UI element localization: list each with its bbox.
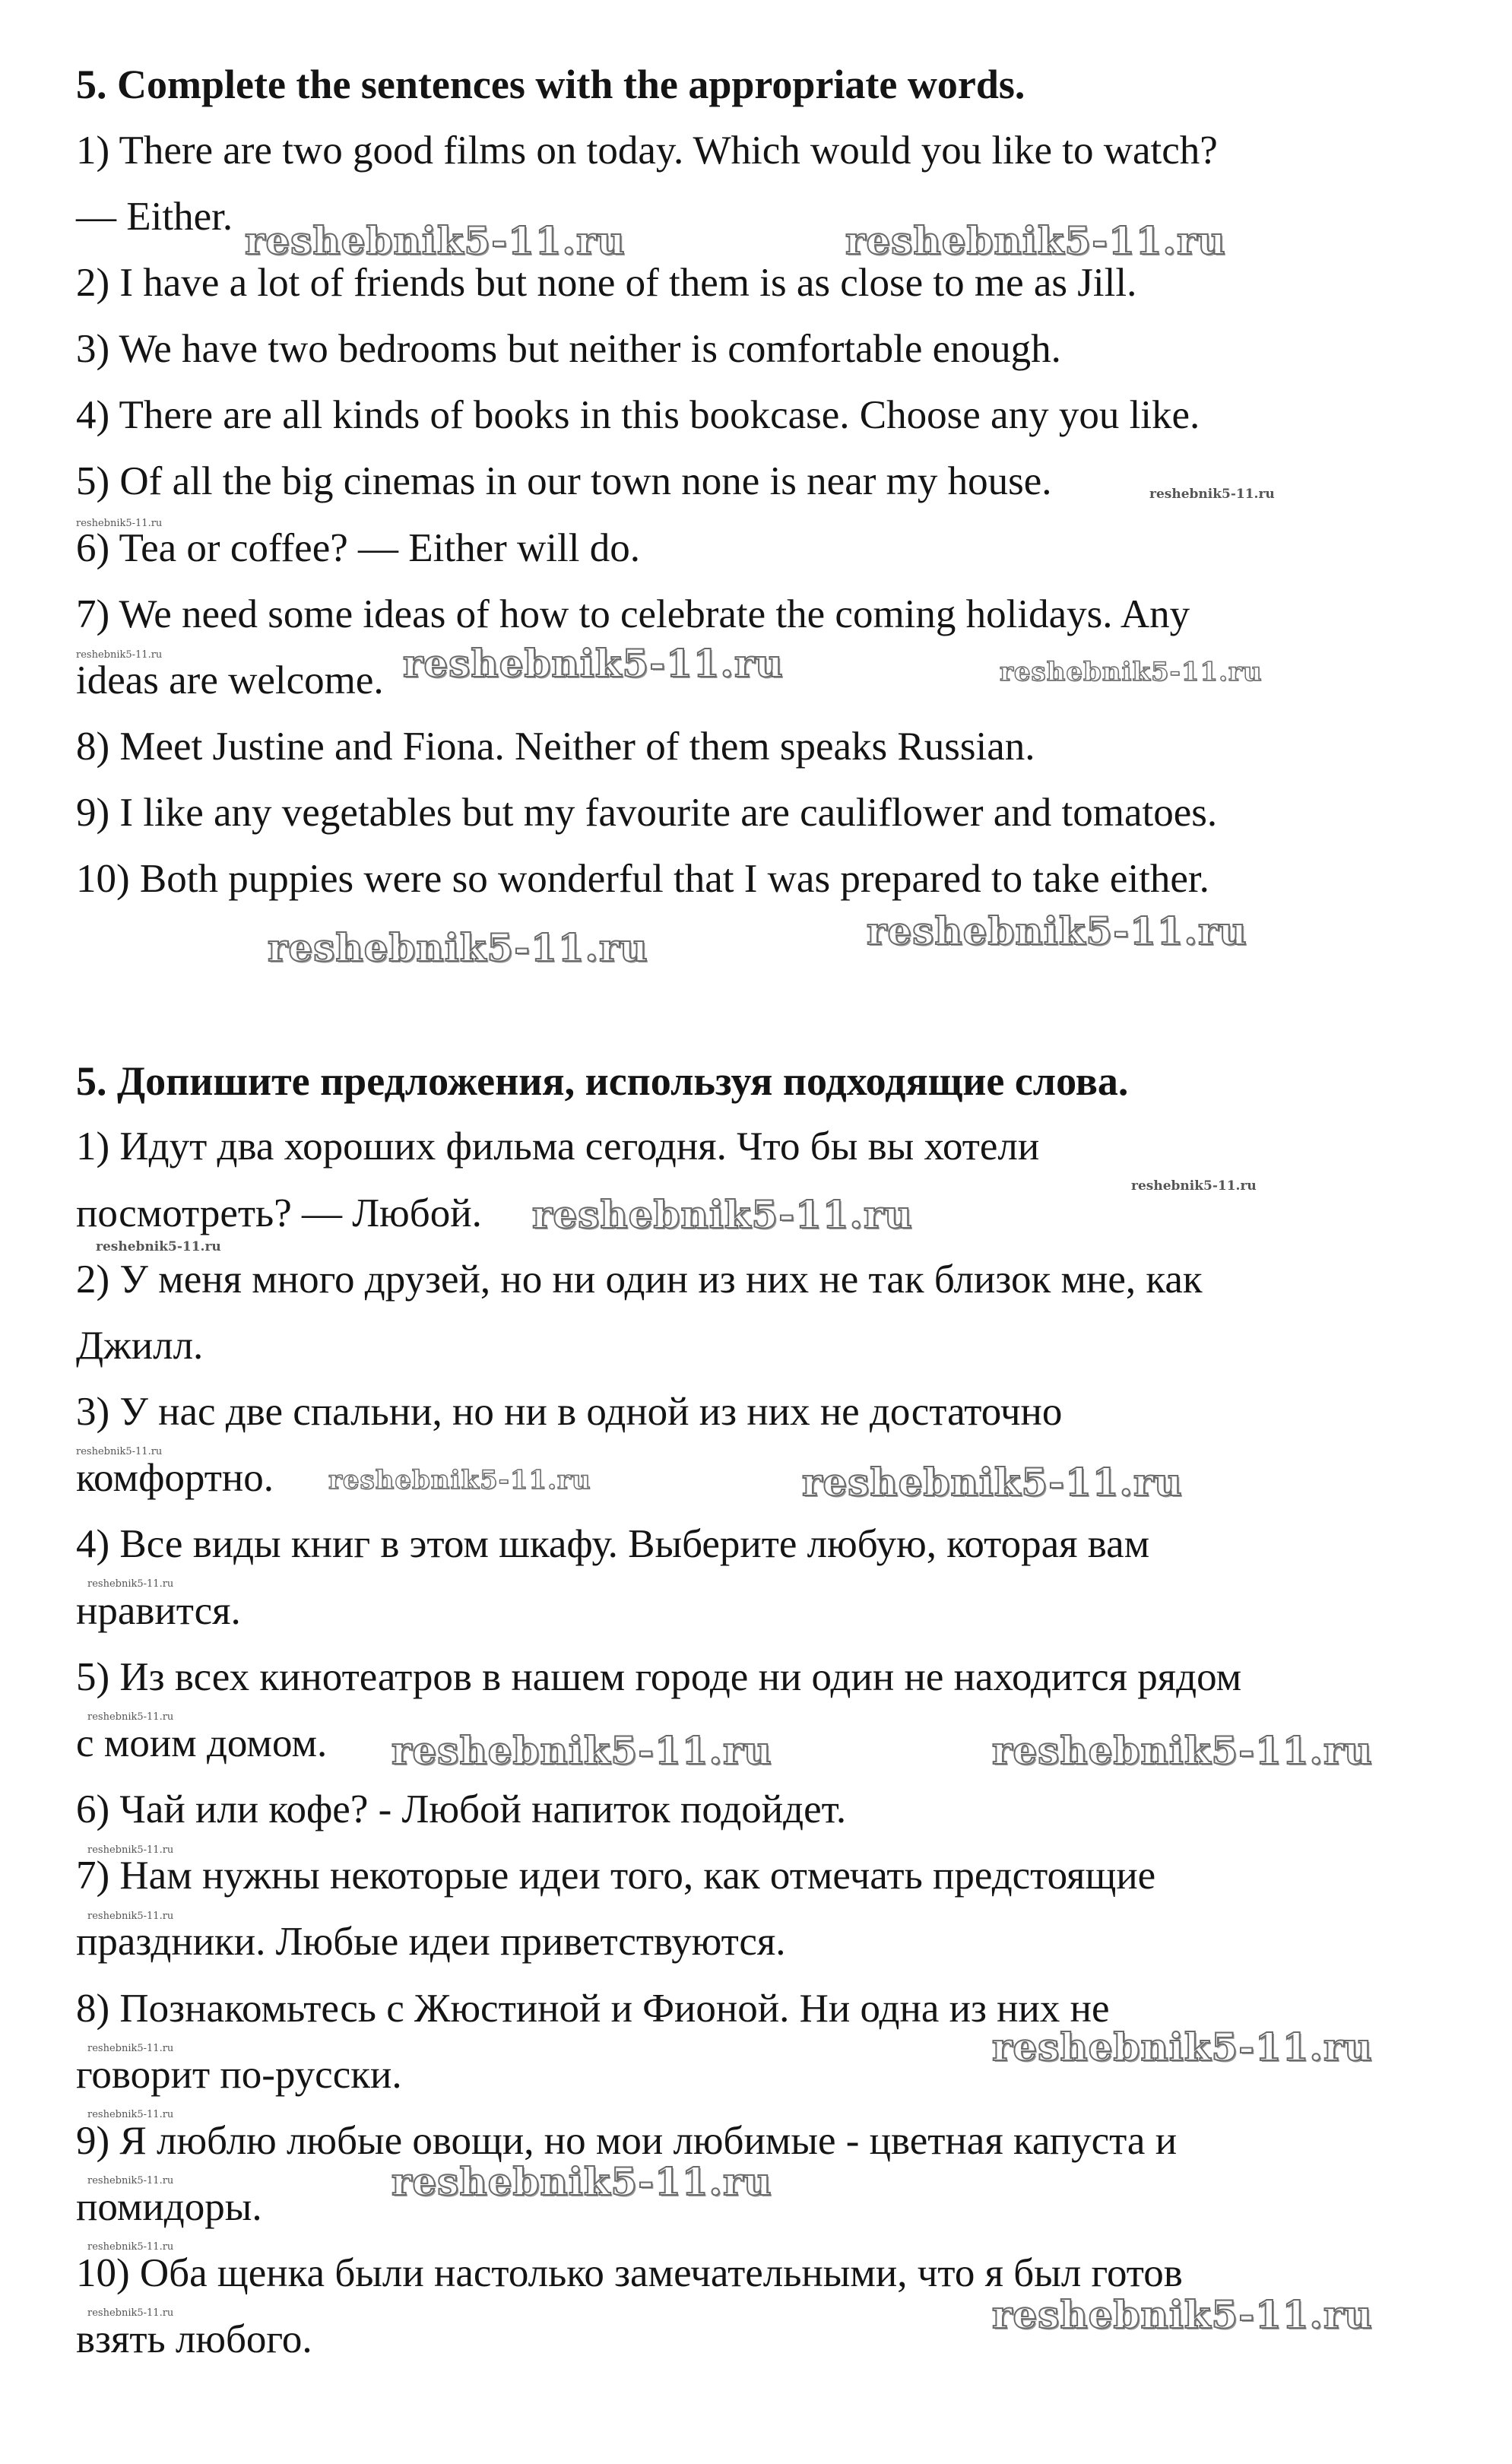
english-line: 2) I have a lot of friends but none of them is as close to me as Jill. bbox=[76, 261, 1137, 305]
english-line: 5) Of all the big cinemas in our town none is near my house. bbox=[76, 459, 1052, 503]
english-line: 8) Meet Justine and Fiona. Neither of them speaks Russian. bbox=[76, 725, 1035, 769]
russian-line: Джилл. bbox=[76, 1324, 204, 1368]
russian-line: праздники. Любые идеи приветствуются. bbox=[76, 1920, 786, 1964]
english-line: — Either. bbox=[76, 195, 233, 239]
english-line: ideas are welcome. bbox=[76, 658, 384, 702]
watermark: reshebnik5-11.ru bbox=[403, 641, 784, 686]
watermark: reshebnik5-11.ru bbox=[87, 1711, 174, 1723]
watermark: reshebnik5-11.ru bbox=[1131, 1178, 1257, 1194]
watermark: reshebnik5-11.ru bbox=[87, 2175, 174, 2187]
watermark: reshebnik5-11.ru bbox=[992, 2025, 1373, 2069]
watermark: reshebnik5-11.ru bbox=[87, 2241, 174, 2253]
russian-line: 8) Познакомьтесь с Жюстиной и Фионой. Ни одна из них не bbox=[76, 1987, 1110, 2031]
english-line: 6) Tea or coffee? — Either will do. bbox=[76, 526, 640, 570]
watermark: reshebnik5-11.ru bbox=[1149, 487, 1275, 502]
russian-line: говорит по-русски. bbox=[76, 2053, 402, 2097]
russian-line: 10) Оба щенка были настолько замечательными, что я был готов bbox=[76, 2251, 1183, 2295]
watermark: reshebnik5-11.ru bbox=[76, 649, 163, 661]
russian-line: помидоры. bbox=[76, 2185, 262, 2229]
watermark: reshebnik5-11.ru bbox=[391, 1728, 772, 1773]
russian-line: нравится. bbox=[76, 1589, 241, 1633]
russian-line: 7) Нам нужны некоторые идеи того, как отмечать предстоящие bbox=[76, 1854, 1156, 1898]
watermark: reshebnik5-11.ru bbox=[87, 2043, 174, 2054]
russian-line: взять любого. bbox=[76, 2317, 312, 2361]
watermark: reshebnik5-11.ru bbox=[87, 1578, 174, 1590]
english-line: 3) We have two bedrooms but neither is comfortable enough. bbox=[76, 327, 1061, 371]
english-line: 1) There are two good films on today. Which would you like to watch? bbox=[76, 128, 1218, 173]
watermark: reshebnik5-11.ru bbox=[268, 925, 648, 970]
watermark: reshebnik5-11.ru bbox=[992, 2292, 1373, 2337]
watermark: reshebnik5-11.ru bbox=[328, 1465, 591, 1495]
english-line: 10) Both puppies were so wonderful that I was prepared to take either. bbox=[76, 857, 1209, 901]
russian-line: 6) Чай или кофе? - Любой напиток подойдет. bbox=[76, 1787, 847, 1831]
watermark: reshebnik5-11.ru bbox=[1000, 657, 1263, 687]
russian-line: 3) У нас две спальни, но ни в одной из них не достаточно bbox=[76, 1390, 1063, 1434]
watermark: reshebnik5-11.ru bbox=[845, 218, 1226, 263]
watermark: reshebnik5-11.ru bbox=[992, 1728, 1373, 1773]
watermark: reshebnik5-11.ru bbox=[96, 1239, 221, 1254]
russian-line: 2) У меня много друзей, но ни один из них не так близок мне, как bbox=[76, 1257, 1203, 1302]
russian-line: комфортно. bbox=[76, 1456, 274, 1500]
watermark: reshebnik5-11.ru bbox=[87, 1844, 174, 1856]
watermark: reshebnik5-11.ru bbox=[867, 909, 1247, 953]
english-line: 9) I like any vegetables but my favourite are cauliflower and tomatoes. bbox=[76, 791, 1218, 835]
english-line: 7) We need some ideas of how to celebrate the coming holidays. Any bbox=[76, 592, 1190, 636]
watermark: reshebnik5-11.ru bbox=[802, 1460, 1183, 1505]
russian-heading: 5. Допишите предложения, используя подходящие слова. bbox=[76, 1058, 1129, 1104]
english-heading: 5. Complete the sentences with the appropriate words. bbox=[76, 62, 1025, 107]
watermark: reshebnik5-11.ru bbox=[76, 1446, 163, 1457]
russian-line: с моим домом. bbox=[76, 1721, 328, 1765]
russian-line: 5) Из всех кинотеатров в нашем городе ни один не находится рядом bbox=[76, 1655, 1242, 1699]
watermark: reshebnik5-11.ru bbox=[391, 2159, 772, 2204]
watermark: reshebnik5-11.ru bbox=[532, 1192, 913, 1237]
watermark: reshebnik5-11.ru bbox=[87, 1911, 174, 1922]
watermark: reshebnik5-11.ru bbox=[87, 2307, 174, 2319]
russian-line: 4) Все виды книг в этом шкафу. Выберите любую, которая вам bbox=[76, 1522, 1150, 1566]
watermark: reshebnik5-11.ru bbox=[245, 218, 626, 263]
russian-line: 9) Я люблю любые овощи, но мои любимые - цветная капуста и bbox=[76, 2119, 1178, 2163]
russian-line: посмотреть? — Любой. bbox=[76, 1191, 482, 1235]
english-line: 4) There are all kinds of books in this bookcase. Choose any you like. bbox=[76, 393, 1200, 437]
watermark: reshebnik5-11.ru bbox=[87, 2109, 174, 2120]
watermark: reshebnik5-11.ru bbox=[76, 518, 163, 529]
russian-line: 1) Идут два хороших фильма сегодня. Что бы вы хотели bbox=[76, 1124, 1040, 1169]
